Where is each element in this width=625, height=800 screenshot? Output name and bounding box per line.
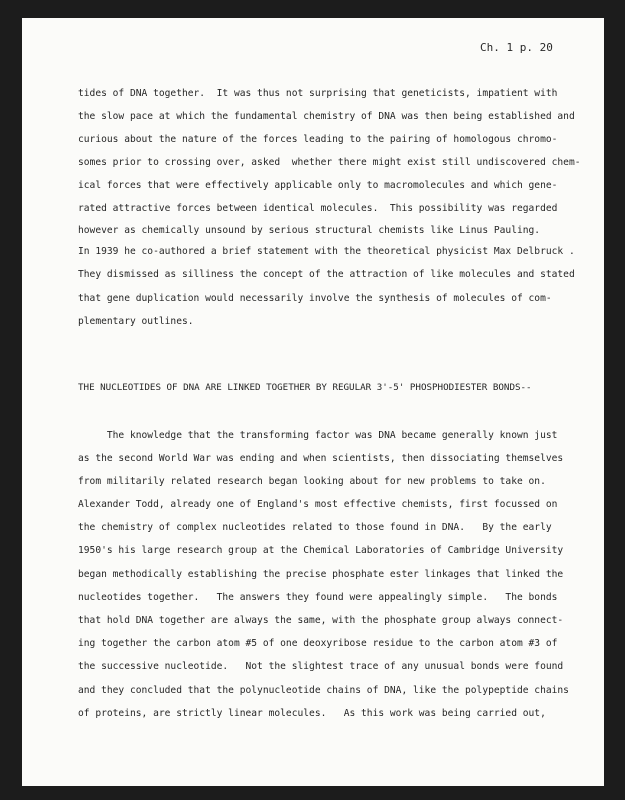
text-line: rated attractive forces between identical molecules. This possibility was regarded [78, 203, 558, 214]
text-line: however as chemically unsound by serious structural chemists like Linus Pauling. [78, 225, 541, 236]
text-line: They dismissed as silliness the concept of the attraction of like molecules and stated [78, 269, 575, 280]
text-line: the slow pace at which the fundamental chemistry of DNA was then being established and [78, 111, 575, 122]
text-line: ical forces that were effectively applicable only to macromolecules and which gene- [78, 180, 558, 191]
text-line: 1950's his large research group at the Chemical Laboratories of Cambridge University [78, 545, 564, 556]
text-line: somes prior to crossing over, asked whether there might exist still undiscovered chem- [78, 157, 581, 168]
text-line: tides of DNA together. It was thus not surprising that geneticists, impatient with [78, 88, 558, 99]
text-line: plementary outlines. [78, 316, 194, 327]
text-line: of proteins, are strictly linear molecules. As this work was being carried out, [78, 708, 546, 719]
text-line: that hold DNA together are always the same, with the phosphate group always connect- [78, 615, 564, 626]
text-line: began methodically establishing the precise phosphate ester linkages that linked the [78, 569, 564, 580]
text-line: Alexander Todd, already one of England's most effective chemists, first focussed on [78, 499, 558, 510]
text-line: In 1939 he co-authored a brief statement with the theoretical physicist Max Delbruck . [78, 246, 575, 257]
text-line: nucleotides together. The answers they found were appealingly simple. The bonds [78, 592, 558, 603]
text-line: ing together the carbon atom #5 of one deoxyribose residue to the carbon atom #3 of [78, 638, 558, 649]
text-line: as the second World War was ending and when scientists, then dissociating themselves [78, 453, 564, 464]
text-line: and they concluded that the polynucleotide chains of DNA, like the polypeptide chains [78, 685, 569, 696]
text-line: the successive nucleotide. Not the slightest trace of any unusual bonds were found [78, 661, 564, 672]
section-heading: THE NUCLEOTIDES OF DNA ARE LINKED TOGETHER BY REGULAR 3'-5' PHOSPHODIESTER BONDS-- [78, 382, 532, 393]
page-number: Ch. 1 p. 20 [480, 41, 553, 54]
text-line: that gene duplication would necessarily involve the synthesis of molecules of com- [78, 293, 552, 304]
text-line: from militarily related research began looking about for new problems to take on. [78, 476, 546, 487]
text-line: the chemistry of complex nucleotides related to those found in DNA. By the early [78, 522, 552, 533]
text-line: curious about the nature of the forces leading to the pairing of homologous chromo- [78, 134, 558, 145]
text-line: The knowledge that the transforming factor was DNA became generally known just [78, 430, 558, 441]
